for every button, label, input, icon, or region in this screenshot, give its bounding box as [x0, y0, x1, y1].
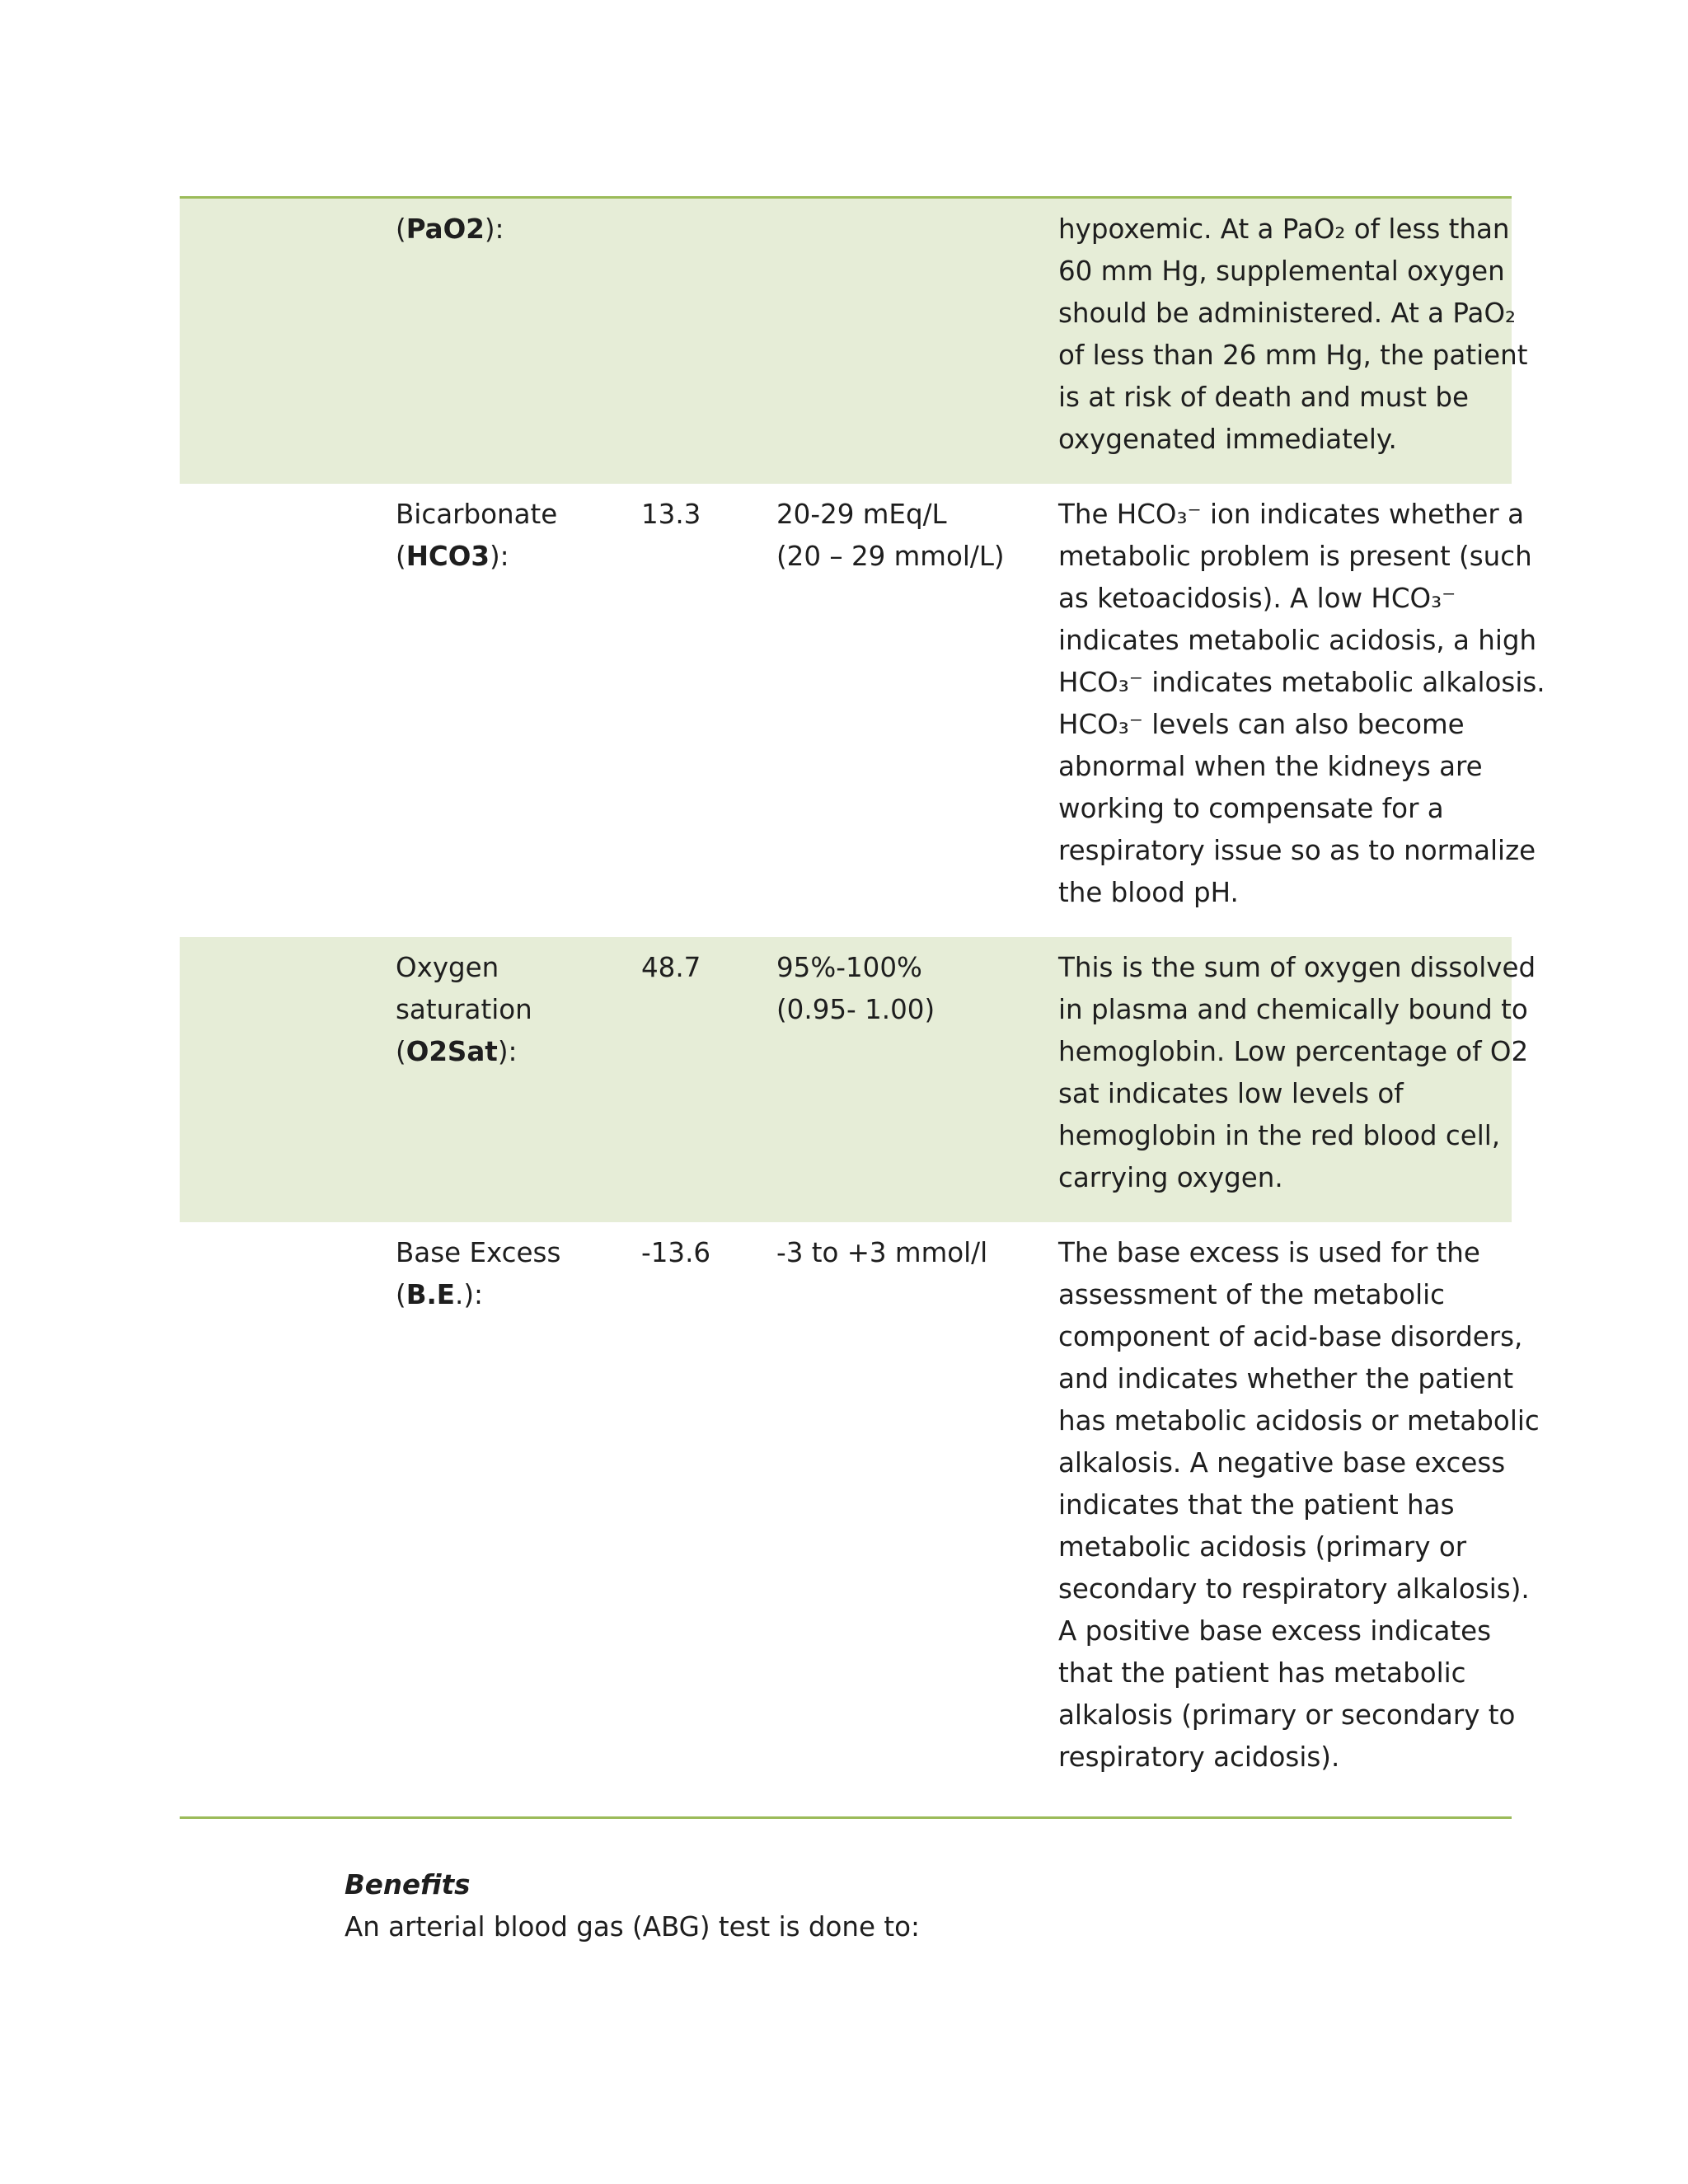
parameter-abbr: B.E: [406, 1279, 456, 1310]
parameter-name-line: Oxygen: [396, 952, 499, 983]
desc-line: hemoglobin. Low percentage of O2: [1058, 1036, 1529, 1067]
desc-line: alkalosis. A negative base excess: [1058, 1447, 1506, 1479]
table-row-pao2: [180, 199, 1528, 484]
desc-line: The base excess is used for the: [1058, 1237, 1480, 1268]
parameter-abbr: O2Sat: [406, 1036, 498, 1067]
desc-line: indicates that the patient has: [1058, 1489, 1455, 1521]
parameter-description: [1058, 209, 1528, 461]
desc-line: abnormal when the kidneys are: [1058, 751, 1483, 782]
desc-line: A positive base excess indicates: [1058, 1615, 1492, 1647]
desc-line: The HCO₃⁻ ion indicates whether a: [1058, 499, 1525, 530]
ref-line: 95%-100%: [776, 952, 922, 983]
parameter-abbr: PaO2: [406, 213, 485, 245]
table-bottom-rule: [180, 1816, 1512, 1819]
desc-line: alkalosis (primary or secondary to: [1058, 1699, 1516, 1731]
desc-line: metabolic acidosis (primary or: [1058, 1531, 1467, 1563]
ref-line: (0.95- 1.00): [776, 994, 935, 1025]
parameter-name: Bicarbonate (HCO3):: [396, 494, 635, 578]
desc-line: working to compensate for a: [1058, 793, 1444, 824]
desc-line: HCO₃⁻ indicates metabolic alkalosis.: [1058, 667, 1545, 698]
parameter-name-line: saturation: [396, 994, 532, 1025]
desc-line: of less than 26 mm Hg, the patient: [1058, 340, 1528, 371]
parameter-name-line: Bicarbonate: [396, 499, 558, 530]
desc-line: metabolic problem is present (such: [1058, 541, 1532, 572]
desc-line: indicates metabolic acidosis, a high: [1058, 625, 1537, 656]
desc-line: hemoglobin in the red blood cell,: [1058, 1120, 1501, 1151]
reference-range: [776, 947, 1048, 1031]
desc-line: secondary to respiratory alkalosis).: [1058, 1573, 1530, 1605]
desc-line: carrying oxygen.: [1058, 1162, 1283, 1193]
abg-results-table: [180, 196, 1545, 1819]
desc-line: respiratory issue so as to normalize: [1058, 835, 1536, 866]
parameter-name: Base Excess (B.E.):: [396, 1232, 635, 1316]
desc-line: that the patient has metabolic: [1058, 1657, 1466, 1689]
desc-line: in plasma and chemically bound to: [1058, 994, 1528, 1025]
benefits-intro: An arterial blood gas (ABG) test is done to:: [345, 1911, 920, 1943]
table-row-base-excess: [180, 1222, 1540, 1802]
parameter-description: [1058, 947, 1536, 1199]
parameter-name-line: Base Excess: [396, 1237, 561, 1268]
desc-line: assessment of the metabolic: [1058, 1279, 1446, 1310]
parameter-value: -13.6: [641, 1237, 711, 1268]
reference-range: [776, 1232, 1048, 1274]
desc-line: is at risk of death and must be: [1058, 382, 1469, 413]
desc-line: hypoxemic. At a PaO₂ of less than: [1058, 213, 1510, 245]
desc-line: sat indicates low levels of: [1058, 1078, 1404, 1109]
parameter-name: (PaO2):: [396, 213, 504, 245]
desc-line: This is the sum of oxygen dissolved: [1058, 952, 1536, 983]
benefits-heading: Benefits: [345, 1869, 471, 1900]
parameter-name: Oxygen saturation (O2Sat):: [396, 947, 635, 1073]
desc-line: the blood pH.: [1058, 877, 1239, 908]
desc-line: should be administered. At a PaO₂: [1058, 298, 1517, 329]
parameter-description: [1058, 494, 1545, 914]
desc-line: has metabolic acidosis or metabolic: [1058, 1405, 1540, 1436]
table-row-hco3: [180, 484, 1545, 937]
ref-line: (20 – 29 mmol/L): [776, 541, 1005, 572]
parameter-value: 48.7: [641, 952, 701, 983]
benefits-section: [345, 1864, 920, 1948]
desc-line: respiratory acidosis).: [1058, 1741, 1340, 1773]
ref-line: -3 to +3 mmol/l: [776, 1237, 988, 1268]
desc-line: HCO₃⁻ levels can also become: [1058, 709, 1465, 740]
desc-line: component of acid-base disorders,: [1058, 1321, 1523, 1352]
desc-line: as ketoacidosis). A low HCO₃⁻: [1058, 583, 1456, 614]
parameter-abbr: HCO3: [406, 541, 490, 572]
parameter-value: 13.3: [641, 499, 701, 530]
desc-line: 60 mm Hg, supplemental oxygen: [1058, 255, 1505, 287]
parameter-description: [1058, 1232, 1540, 1779]
desc-line: and indicates whether the patient: [1058, 1363, 1514, 1394]
desc-line: oxygenated immediately.: [1058, 424, 1397, 455]
reference-range: [776, 494, 1048, 578]
table-row-o2sat: [180, 937, 1536, 1222]
ref-line: 20-29 mEq/L: [776, 499, 947, 530]
